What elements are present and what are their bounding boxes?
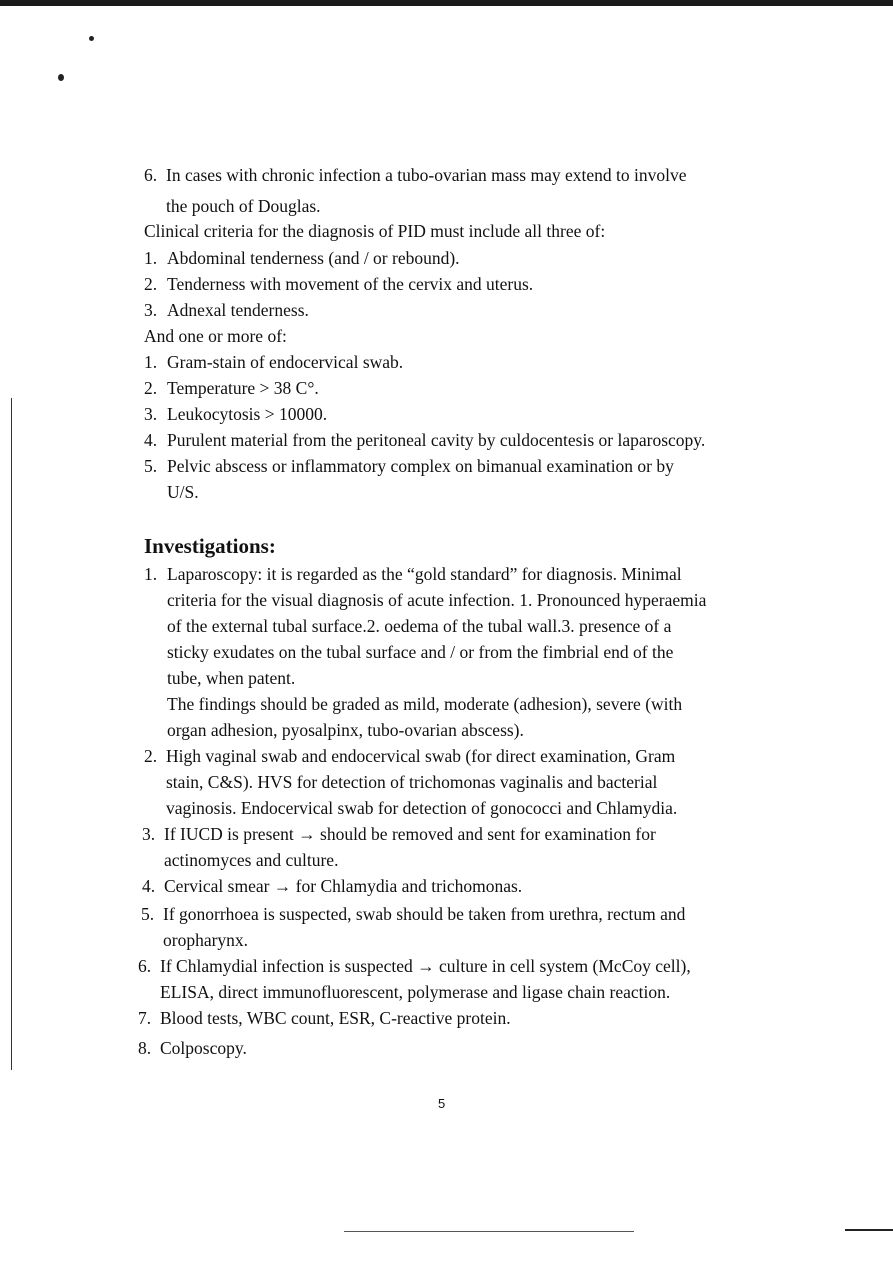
criteria-intro: Clinical criteria for the diagnosis of PID must include all three of: (144, 221, 606, 241)
list-item-text: ELISA, direct immunofluorescent, polymerase and ligase chain reaction. (160, 982, 671, 1002)
list-item-text: Blood tests, WBC count, ESR, C-reactive protein. (160, 1008, 511, 1028)
list-item-number: 6. (144, 165, 158, 185)
scan-top-edge (0, 0, 893, 6)
scan-corner-mark (845, 1229, 893, 1231)
list-item-number: 3. (144, 404, 158, 424)
list-item-number: 7. (138, 1008, 152, 1028)
list-item-text: of the external tubal surface.2. oedema of the tubal wall.3. presence of a (167, 616, 672, 636)
list-item-text: the pouch of Douglas. (166, 196, 321, 216)
criteria-intro-2: And one or more of: (144, 326, 287, 346)
list-item-number: 2. (144, 274, 158, 294)
list-item-text: Laparoscopy: it is regarded as the “gold standard” for diagnosis. Minimal (167, 564, 682, 584)
list-item-text: stain, C&S). HVS for detection of trichomonas vaginalis and bacterial (166, 772, 658, 792)
list-item-text: oropharynx. (163, 930, 249, 950)
list-item-number: 5. (141, 904, 155, 924)
list-item-text: tube, when patent. (167, 668, 296, 688)
list-item-number: 4. (142, 876, 156, 896)
list-item-text: U/S. (167, 482, 199, 502)
list-item-number: 2. (144, 378, 158, 398)
list-item-text: sticky exudates on the tubal surface and / or from the fimbrial end of the (167, 642, 674, 662)
list-item-text: The findings should be graded as mild, moderate (adhesion), severe (with (167, 694, 683, 714)
list-item-text: If Chlamydial infection is suspected → culture in cell system (McCoy cell), (160, 956, 691, 976)
scan-speck (89, 36, 94, 41)
list-item-number: 8. (138, 1038, 152, 1058)
list-item-number: 2. (144, 746, 158, 766)
list-item-text: organ adhesion, pyosalpinx, tubo-ovarian abscess). (167, 720, 524, 740)
list-item-text: Cervical smear → for Chlamydia and trichomonas. (164, 876, 523, 896)
scan-left-edge (11, 398, 12, 1070)
list-item-text: Purulent material from the peritoneal cavity by culdocentesis or laparoscopy. (167, 430, 706, 450)
scan-bottom-line (344, 1231, 634, 1232)
list-item-text: Abdominal tenderness (and / or rebound). (167, 248, 460, 268)
list-item-text: If gonorrhoea is suspected, swab should be taken from urethra, rectum and (163, 904, 686, 924)
list-item-text: vaginosis. Endocervical swab for detection of gonococci and Chlamydia. (166, 798, 678, 818)
list-item-number: 6. (138, 956, 152, 976)
list-item-number: 5. (144, 456, 158, 476)
scan-speck (58, 74, 64, 81)
list-item-text: criteria for the visual diagnosis of acute infection. 1. Pronounced hyperaemia (167, 590, 707, 610)
list-item-number: 4. (144, 430, 158, 450)
list-item-text: actinomyces and culture. (164, 850, 339, 870)
list-item-text: Adnexal tenderness. (167, 300, 309, 320)
list-item-number: 3. (142, 824, 156, 844)
list-item-text: High vaginal swab and endocervical swab (for direct examination, Gram (166, 746, 676, 766)
list-item-text: Tenderness with movement of the cervix and uterus. (167, 274, 534, 294)
list-item-text: Colposcopy. (160, 1038, 247, 1058)
list-item-text: If IUCD is present → should be removed and sent for examination for (164, 824, 656, 844)
list-item-text: Pelvic abscess or inflammatory complex on bimanual examination or by (167, 456, 674, 476)
section-heading: Investigations: (144, 534, 276, 558)
list-item-number: 1. (144, 564, 158, 584)
list-item-number: 1. (144, 248, 158, 268)
list-item-number: 3. (144, 300, 158, 320)
list-item-text: Gram-stain of endocervical swab. (167, 352, 404, 372)
page-number: 5 (438, 1096, 446, 1111)
list-item-text: Leukocytosis > 10000. (167, 404, 328, 424)
list-item-text: Temperature > 38 C°. (167, 378, 319, 398)
list-item-number: 1. (144, 352, 158, 372)
list-item-text: In cases with chronic infection a tubo-ovarian mass may extend to involve (166, 165, 687, 185)
